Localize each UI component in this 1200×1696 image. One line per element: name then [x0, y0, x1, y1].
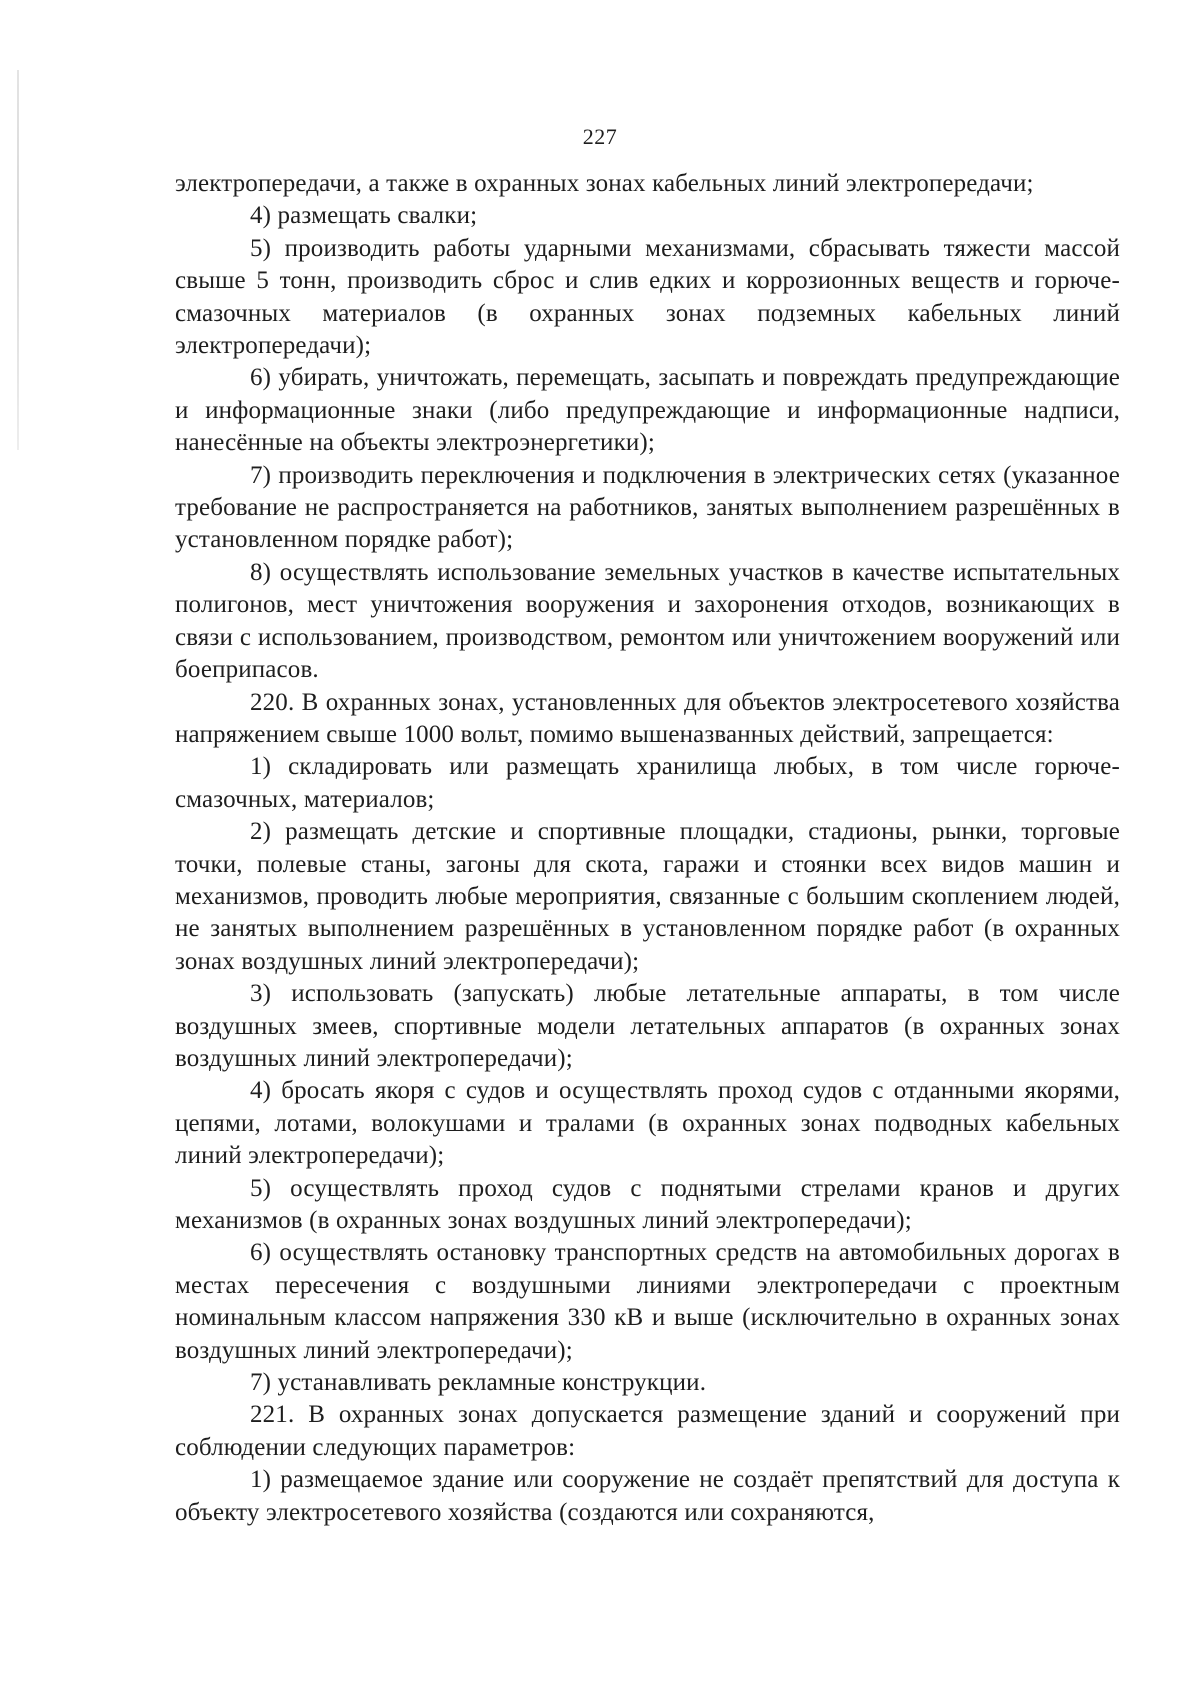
paragraph-p220-3: 3) использовать (запускать) любые летательные аппараты, в том числе воздушных змеев, спортивные модели летательных аппаратов (в охранных зонах воздушных линий электропередачи); [175, 980, 1120, 1072]
paragraph-p220-5: 5) осуществлять проход судов с поднятыми стрелами кранов и других механизмов (в охранных зонах воздушных линий электропередачи); [175, 1174, 1120, 1234]
paragraph-p220-2: 2) размещать детские и спортивные площадки, стадионы, рынки, торговые точки, полевые станы, загоны для скота, гаражи и стоянки всех видов машин и механизмов, проводить любые мероприятия, связанные с большим скоплением людей, не занятых выполнением разрешённых в установленном порядке работ (в охранных зонах воздушных линий электропередачи); [175, 818, 1120, 975]
paragraph-p220-1: 1) складировать или размещать хранилища любых, в том числе горюче-смазочных, материалов; [175, 753, 1120, 813]
paragraph-p-cont: электропередачи, а также в охранных зонах кабельных линий электропередачи; [175, 170, 1034, 197]
paragraph-p221: 221. В охранных зонах допускается размещение зданий и сооружений при соблюдении следующих параметров: [175, 1401, 1120, 1461]
paragraph-p221-1: 1) размещаемое здание или сооружение не создаёт препятствий для доступа к объекту электросетевого хозяйства (создаются или сохраняются, [175, 1466, 1120, 1526]
paragraph-p6: 6) убирать, уничтожать, перемещать, засыпать и повреждать предупреждающие и информационные знаки (либо предупреждающие и информационные надписи, нанесённые на объекты электроэнергетики); [175, 364, 1120, 457]
paragraph-p5: 5) производить работы ударными механизмами, сбрасывать тяжести массой свыше 5 тонн, производить сброс и слив едких и коррозионных веществ и горюче-смазочных материалов (в охранных зонах подземных кабельных линий электропередачи); [175, 234, 1120, 360]
paragraph-p220-4: 4) бросать якоря с судов и осуществлять проход судов с отданными якорями, цепями, лотами, волокушами и тралами (в охранных зонах подводных кабельных линий электропередачи); [175, 1077, 1120, 1170]
paragraph-p220-7: 7) устанавливать рекламные конструкции. [250, 1369, 707, 1397]
paragraph-p220-6: 6) осуществлять остановку транспортных средств на автомобильных дорогах в местах пересечения с воздушными линиями электропередачи с проектным номинальным классом напряжения 330 кВ и выше (исключительно в охранных зонах воздушных линий электропередачи); [175, 1239, 1120, 1364]
page-number: 227 [582, 124, 618, 149]
paragraph-p7: 7) производить переключения и подключения в электрических сетях (указанное требование не распространяется на работников, занятых выполнением разрешённых в установленном порядке работ); [175, 461, 1120, 554]
paragraph-p220: 220. В охранных зонах, установленных для объектов электросетевого хозяйства напряжением свыше 1000 вольт, помимо вышеназванных действий, запрещается: [175, 688, 1120, 748]
paragraph-p8: 8) осуществлять использование земельных участков в качестве испытательных полигонов, мест уничтожения вооружения и захоронения отходов, возникающих в связи с использованием, производством, ремонтом или уничтожением вооружений или боеприпасов. [175, 558, 1120, 684]
paragraph-p4: 4) размещать свалки; [250, 202, 478, 230]
document-body [175, 168, 1120, 1529]
